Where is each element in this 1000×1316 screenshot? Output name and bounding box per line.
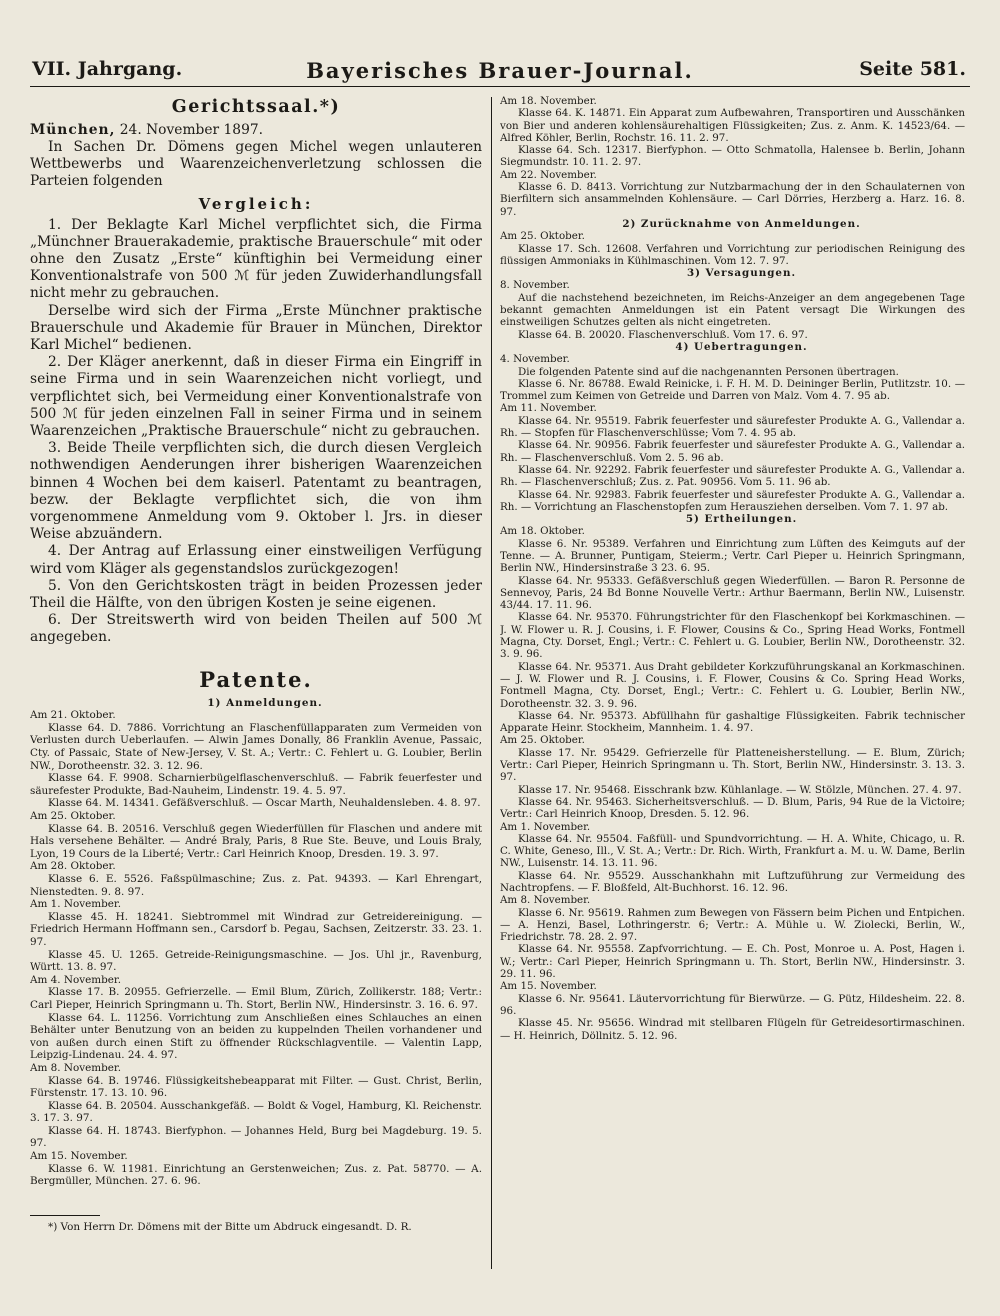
patent-entry: Klasse 64. Nr. 92292. Fabrik feuerfester und säurefester Produkte A. G., Vallendar a. Rh. — Flaschenverschluß; Zus. z. Pat. 90956. Vom 5. 11. 96 ab.	[500, 463, 965, 489]
patent-entry: Die folgenden Patente sind auf die nachgenannten Personen übertragen.	[518, 365, 899, 378]
patent-entry: Klasse 45. Nr. 95656. Windrad mit stellbaren Flügeln für Getreidesortirmaschinen. — H. Heinrich, Döllnitz. 5. 12. 96.	[500, 1017, 965, 1042]
entry-date: 8. November.	[500, 279, 570, 292]
patent-entry: Klasse 45. U. 1265. Getreide-Reinigungsmaschine. — Jos. Uhl jr., Ravenburg, Württ. 13. 8. 97.	[30, 948, 482, 974]
entry-date: Am 22. November.	[500, 168, 597, 181]
patent-entry: Klasse 64. Nr. 95373. Abfüllhahn für gashaltige Flüssigkeiten. Fabrik technischer Apparate Heinr. Stockheim, Mannheim. 1. 4. 97.	[500, 709, 965, 735]
patente-heading: Patente.	[199, 666, 313, 692]
patent-entry: Klasse 6. W. 11981. Einrichtung an Gerstenweichen; Zus. z. Pat. 58770. — A. Bergmüller, München. 27. 6. 96.	[30, 1162, 482, 1188]
settlement-paragraph: Derselbe wird sich der Firma „Erste Münchner praktische Brauerschule und Akademie für Brauer in München, Direktor Karl Michel“ bedienen.	[30, 302, 482, 354]
patent-entry: Klasse 64. Nr. 95504. Faßfüll- und Spundvorrichtung. — H. A. White, Chicago, u. R. C. White, Geneso, Ill., V. St. A.; Vertr.: Dr. Rich. Wirth, Frankfurt a. M. u. W. Dame, Berlin NW., Luisenstr. 14. 13. 11. 96.	[500, 832, 965, 870]
section-heading: 3) Versagungen.	[686, 267, 797, 280]
footnote: *) Von Herrn Dr. Dömens mit der Bitte um Abdruck eingesandt. D. R.	[48, 1221, 412, 1233]
patent-entry: Klasse 6. E. 5526. Faßspülmaschine; Zus. z. Pat. 94393. — Karl Ehrengart, Nienstedten. 9. 8. 97.	[30, 873, 482, 898]
entry-date: Am 11. November.	[500, 402, 597, 415]
patent-entry: Klasse 64. F. 9908. Scharnierbügelflaschenverschluß. — Fabrik feuerfester und säurefester Produkte, Bad-Nauheim, Lindenstr. 19. 4. 5. 97.	[30, 772, 482, 797]
patent-entry: Klasse 6. Nr. 95389. Verfahren und Einrichtung zum Lüften des Keimguts auf der Tenne. — A. Brunner, Puntigam, Steierm.; Vertr. Carl Pieper u. Heinrich Springmann, Berlin NW., Hindersinstraße 3 23. 6. 95.	[500, 537, 965, 575]
volume-label: VII. Jahrgang.	[32, 58, 183, 80]
patent-entry: Klasse 64. Sch. 12317. Bierfyphon. — Otto Schmatolla, Halensee b. Berlin, Johann Siegmundstr. 10. 11. 2. 97.	[500, 144, 965, 169]
vergleich-label: Vergleich:	[198, 194, 314, 213]
patent-entry: Auf die nachstehend bezeichneten, im Reichs-Anzeiger an dem angegebenen Tage bekannt gemachten Anmeldungen ist ein Patent versagt Die Wirkungen des einstweiligen Schutzes gelten als nicht eingetreten.	[500, 291, 965, 329]
patent-entry: Klasse 6. D. 8413. Vorrichtung zur Nutzbarmachung der in den Schaulaternen von Bierfiltern sich ansammelnden Kohlensäure. — Carl Dörries, Herzberg a. Harz. 16. 8. 97.	[500, 181, 965, 218]
patent-entry: Klasse 64. Nr. 95558. Zapfvorrichtung. — E. Ch. Post, Monroe u. A. Post, Hagen i. W.; Vertr.: Carl Pieper, Heinrich Springmann u. Th. Stort, Berlin NW., Hindersinstr. 3. 29. 11. 96.	[500, 943, 965, 981]
settlement-paragraphs	[30, 217, 482, 647]
patent-entry: Klasse 6. Nr. 86788. Ewald Reinicke, i. F. H. M. D. Deininger Berlin, Putlitzstr. 10. — Trommel zum Keimen von Getreide und Darren von Malz. Vom 4. 7. 95 ab.	[500, 377, 965, 403]
patent-entry: Klasse 17. Sch. 12608. Verfahren und Vorrichtung zur periodischen Reinigung des flüssigen Ammoniaks in Kühlmaschinen. Vom 12. 7. 97.	[500, 242, 965, 267]
entry-date: Am 18. November.	[500, 95, 597, 107]
case-intro: In Sachen Dr. Dömens gegen Michel wegen unlauteren Wettbewerbs und Waarenzeichenverletzung schlossen die Parteien folgenden	[30, 139, 482, 190]
entry-date: Am 25. Oktober.	[500, 230, 585, 243]
settlement-paragraph: 1. Der Beklagte Karl Michel verpflichtet sich, die Firma „Münchner Brauerakademie, praktische Brauerschule“ mit oder ohne den Zusatz „Erste“ künftighin bei Vermeidung einer Konventionalstrafe von 500 ℳ für jeden Zuwiderhandlungsfall nicht mehr zu gebrauchen.	[30, 216, 482, 302]
entry-date: Am 4. November.	[30, 973, 122, 986]
patent-entry: Klasse 64. B. 20504. Ausschankgefäß. — Boldt & Vogel, Hamburg, Kl. Reichenstr. 3. 17. 3. 97.	[30, 1099, 482, 1125]
patent-entry: Klasse 17. B. 20955. Gefrierzelle. — Emil Blum, Zürich, Zollikerstr. 188; Vertr.: Carl Pieper, Heinrich Springmann u. Th. Stort, Berlin NW., Hindersinstr. 3. 16. 6. 97.	[30, 986, 482, 1011]
patent-entry: Klasse 64. Nr. 95519. Fabrik feuerfester und säurefester Produkte A. G., Vallendar a. Rh. — Stopfen für Flaschenverschlüsse; Vom 7. 4. 95 ab.	[500, 414, 965, 440]
patent-entry: Klasse 64. B. 20020. Flaschenverschluß. Vom 17. 6. 97.	[518, 328, 808, 341]
gerichtssaal-heading: Gerichtssaal.*)	[171, 97, 341, 117]
entry-date: Am 15. November.	[500, 980, 597, 993]
entry-date: Am 25. Oktober.	[30, 810, 116, 823]
patent-entry: Klasse 64. B. 19746. Flüssigkeitshebeapparat mit Filter. — Gust. Christ, Berlin, Fürstenstr. 17. 13. 10. 96.	[30, 1074, 482, 1100]
patent-entry: Klasse 17. Nr. 95429. Gefrierzelle für Platteneisherstellung. — E. Blum, Zürich; Vertr.: Carl Pieper, Heinrich Springmann u. Th. Stort, Berlin NW., Hindersinstr. 3. 13. 3. 97.	[500, 746, 965, 784]
settlement-paragraph: 3. Beide Theile verpflichten sich, die durch diesen Vergleich nothwendigen Aenderungen ihrer bisherigen Waarenzeichen binnen 4 Wochen bei dem kaiserl. Patentamt zu beantragen, bezw. der Beklagte verpflichtet sich, die von ihm vorgenommene Anmeldung vom 9. Oktober l. Jrs. in dieser Weise abzuändern.	[30, 440, 482, 543]
left-column	[30, 95, 482, 1291]
patent-entry: Klasse 64. Nr. 95370. Führungstrichter für den Flaschenkopf bei Korkmaschinen. — J. W. Flower u. R. J. Cousins, i. F. Flower, Cousins & Co., Spring Head Works, Fontmell Magna, Cty. Dorset, Engl.; Vertr.: C. Fehlert u. G. Loubier, Berlin NW., Dorotheenstr. 32. 3. 9. 96.	[500, 611, 965, 661]
entry-date: Am 21. Oktober.	[30, 709, 116, 722]
settlement-paragraph: 6. Der Streitswerth wird von beiden Theilen auf 500 ℳ angegeben.	[30, 612, 482, 646]
section-heading: 2) Zurücknahme von Anmeldungen.	[622, 217, 861, 230]
page-header	[30, 52, 970, 87]
settlement-paragraph: 2. Der Kläger anerkennt, daß in dieser Firma ein Eingriff in seine Firma und in sein Waarenzeichen nicht vorliegt, und verpflichtet sich, bei Vermeidung einer Konventionalstrafe von 500 ℳ für jeden einzelnen Fall in seiner Firma und in seinem Waarenzeichen „Praktische Brauerschule“ nicht zu gebrauchen.	[30, 354, 482, 440]
patent-entry: Klasse 64. Nr. 95371. Aus Draht gebildeter Korkzuführungskanal an Korkmaschinen. — J. W. Flower und R. J. Cousins, i. F. Flower, Cousins & Co. Spring Head Works, Fontmell Magna, Cty. Dorset, Engl.; Vertr.: C. Fehlert u. G. Loubier, Berlin NW., Dorotheenstr. 32. 3. 9. 96.	[500, 660, 965, 710]
patent-entry: Klasse 64. D. 7886. Vorrichtung an Flaschenfüllapparaten zum Vermeiden von Verlusten durch Ueberlaufen. — Alwin James Donally, 86 Franklin Avenue, Passaic, Cty. of Passaic, State of New-Jersey, V. St. A.; Vertr.: C. Fehlert u. G. Loubier, Berlin NW., Dorotheenstr. 32. 3. 12. 96.	[30, 721, 482, 772]
settlement-paragraph: 4. Der Antrag auf Erlassung einer einstweiligen Verfügung wird vom Kläger als gegenstandslos zurückgezogen!	[30, 543, 482, 577]
patent-list-left	[30, 709, 482, 1188]
patent-list-right	[500, 95, 965, 1042]
patent-entry: Klasse 64. K. 14871. Ein Apparat zum Aufbewahren, Transportiren und Ausschänken von Bier und anderen kohlensäurehaltigen Flüssigkeiten; Zus. z. Anm. K. 14523/64. — Alfred Köhler, Berlin, Rochstr. 16. 11. 2. 97.	[500, 107, 965, 144]
patent-entry: Klasse 6. Nr. 95619. Rahmen zum Bewegen von Fässern beim Pichen und Entpichen. — A. Henzi, Basel, Lothringerstr. 6; Vertr.: A. Mühle u. W. Ziolecki, Berlin, W., Friedrichstr. 78. 28. 2. 97.	[500, 906, 965, 944]
entry-date: Am 1. November.	[30, 898, 122, 911]
patent-entry: Klasse 64. Nr. 95529. Ausschankhahn mit Luftzuführung zur Vermeidung des Nachtropfens. — F. Bloßfeld, Alt-Buchhorst. 16. 12. 96.	[500, 869, 965, 894]
entry-date: Am 8. November.	[500, 894, 591, 907]
section-heading: 5) Ertheilungen.	[685, 513, 798, 526]
patent-entry: Klasse 64. H. 18743. Bierfyphon. — Johannes Held, Burg bei Magdeburg. 19. 5. 97.	[30, 1124, 482, 1150]
column-divider	[491, 97, 492, 1269]
entry-date: 4. November.	[500, 353, 570, 366]
patent-entry: Klasse 17. Nr. 95468. Eisschrank bzw. Kühlanlage. — W. Stölzle, München. 27. 4. 97.	[518, 783, 962, 796]
dateline-city: München,	[30, 122, 116, 138]
patent-entry: Klasse 64. Nr. 95463. Sicherheitsverschluß. — D. Blum, Paris, 94 Rue de la Victoire; Vertr.: Carl Heinrich Knoop, Dresden. 5. 12. 96.	[500, 795, 965, 821]
patent-entry: Klasse 64. Nr. 90956. Fabrik feuerfester und säurefester Produkte A. G., Vallendar a. Rh. — Flaschenverschluß. Vom 2. 5. 96 ab.	[500, 439, 965, 464]
journal-title: Bayerisches Brauer-Journal.	[306, 58, 694, 83]
entry-date: Am 15. November.	[30, 1150, 128, 1163]
dateline	[30, 121, 482, 139]
dateline-date: 24. November 1897.	[119, 122, 264, 138]
patent-entry: Klasse 45. H. 18241. Siebtrommel mit Windrad zur Getreidereinigung. — Friedrich Hermann Hoffmann sen., Carsdorf b. Pegau, Sachsen, Zeitzerstr. 33. 23. 1. 97.	[30, 910, 482, 948]
page-number: Seite 581.	[859, 58, 966, 80]
right-column	[500, 95, 965, 1270]
entry-date: Am 1. November.	[500, 820, 591, 833]
entry-date: Am 18. Oktober.	[500, 525, 585, 538]
section-heading: 4) Uebertragungen.	[675, 340, 808, 353]
patent-entry: Klasse 64. M. 14341. Gefäßverschluß. — Oscar Marth, Neuhaldensleben. 4. 8. 97.	[48, 797, 481, 810]
anmeldungen-heading: 1) Anmeldungen.	[207, 696, 323, 709]
patent-entry: Klasse 64. Nr. 95333. Gefäßverschluß gegen Wiederfüllen. — Baron R. Personne de Sennevoy, Paris, 24 Bd Bonne Nouvelle Vertr.: Arthur Baermann, Berlin NW., Luisenstr. 43/44. 17. 11. 96.	[500, 574, 965, 612]
settlement-paragraph: 5. Von den Gerichtskosten trägt in beiden Prozessen jeder Theil die Hälfte, von den übrigen Kosten je seine eigenen.	[30, 577, 482, 612]
entry-date: Am 8. November.	[30, 1061, 122, 1074]
patent-entry: Klasse 64. Nr. 92983. Fabrik feuerfester und säurefester Produkte A. G., Vallendar a. Rh. — Vorrichtung an Flaschenstopfen zum Herausziehen derselben. Vom 7. 1. 97 ab.	[500, 488, 965, 513]
patent-entry: Klasse 6. Nr. 95641. Läutervorrichtung für Bierwürze. — G. Pütz, Hildesheim. 22. 8. 96.	[500, 992, 965, 1017]
entry-date: Am 25. Oktober.	[500, 734, 585, 747]
footnote-rule	[30, 1215, 100, 1216]
patent-entry: Klasse 64. B. 20516. Verschluß gegen Wiederfüllen für Flaschen und andere mit Hals versehene Behälter. — André Braly, Paris, 8 Rue Ste. Beuve, und Louis Braly, Lyon, 19 Cours de la Liberté; Vertr.: Carl Heinrich Knoop, Dresden. 19. 3. 97.	[30, 822, 482, 860]
patent-entry: Klasse 64. L. 11256. Vorrichtung zum Anschließen eines Schlauches an einen Behälter unter Benutzung von an beiden zu kuppelnden Theilen vorhandener und von außen durch einen Stift zu öffnender Rückschlagventile. — Valentin Lapp, Leipzig-Lindenau. 24. 4. 97.	[30, 1011, 482, 1062]
entry-date: Am 28. Oktober.	[30, 860, 116, 873]
